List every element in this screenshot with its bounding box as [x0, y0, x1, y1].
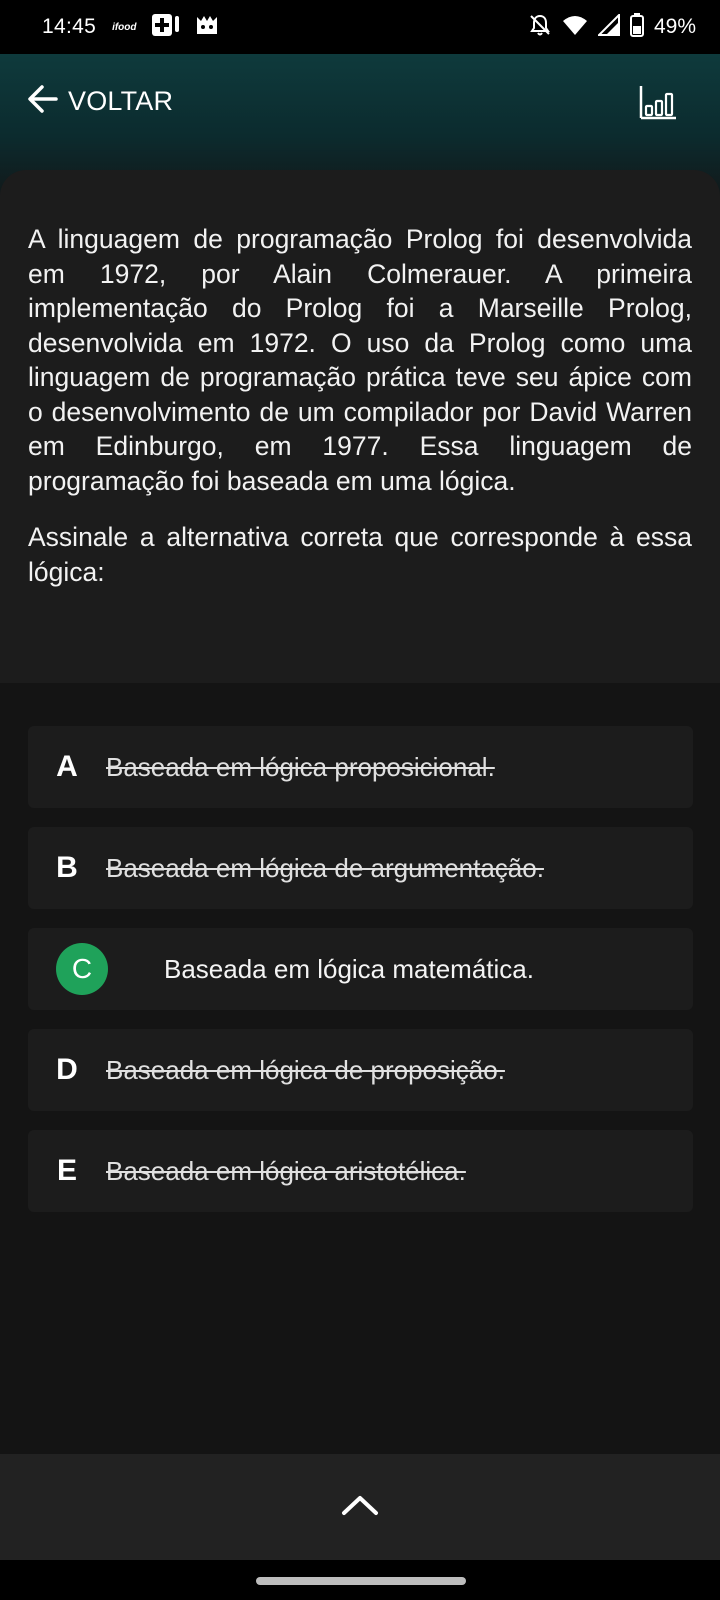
option-letter: B	[56, 851, 78, 884]
bell-off-icon	[528, 13, 552, 42]
answer-options	[28, 726, 693, 1231]
statistics-button[interactable]	[638, 84, 678, 124]
selected-letter-badge: C	[56, 943, 108, 995]
option-text: Baseada em lógica de proposição.	[106, 1054, 505, 1085]
battery-percentage: 49%	[653, 15, 696, 38]
question-card	[0, 170, 720, 683]
game-app-icon	[195, 13, 219, 42]
option-text: Baseada em lógica aristotélica.	[106, 1155, 466, 1186]
option-text: Baseada em lógica proposicional.	[106, 751, 495, 782]
option-c[interactable]	[28, 928, 693, 1010]
option-letter: E	[56, 1154, 77, 1187]
question-prompt: Assinale a alternativa correta que corresponde à essa lógica:	[28, 522, 692, 587]
arrow-left-icon	[26, 84, 58, 119]
option-b[interactable]	[28, 827, 693, 909]
option-e[interactable]	[28, 1130, 693, 1212]
status-right	[528, 13, 696, 42]
status-bar	[0, 0, 720, 54]
option-letter: D	[56, 1053, 78, 1086]
back-label: VOLTAR	[68, 86, 174, 116]
battery-icon	[630, 13, 644, 42]
bar-chart-icon	[638, 111, 678, 128]
signal-icon	[598, 14, 620, 41]
medical-app-icon	[151, 13, 181, 42]
back-button[interactable]	[26, 84, 173, 119]
option-d[interactable]	[28, 1029, 693, 1111]
status-time: 14:45	[42, 15, 97, 38]
option-text: Baseada em lógica de argumentação.	[106, 852, 544, 883]
option-letter-wrapper	[28, 943, 136, 995]
notification-icons	[112, 13, 218, 42]
home-indicator[interactable]	[256, 1577, 466, 1585]
question-text: A linguagem de programação Prolog foi desenvolvida em 1972, por Alain Colmerauer. A primeira implementação do Prolog foi a Marseille Prolog, desenvolvida em 1972. O uso da Prolog como uma linguagem de programação prática teve seu ápice com o desenvolvimento de um compilador por David Warren em Edinburgo, em 1977. Essa linguagem de programação foi baseada em uma lógica.	[28, 224, 692, 496]
wifi-icon	[562, 14, 588, 41]
option-text: Baseada em lógica matemática.	[164, 953, 534, 984]
ifood-icon: ifood	[112, 21, 137, 33]
option-a[interactable]	[28, 726, 693, 808]
chevron-up-icon	[341, 1493, 379, 1522]
system-navigation-area	[0, 1560, 720, 1600]
expand-panel-button[interactable]	[0, 1454, 720, 1560]
option-letter: A	[56, 750, 78, 783]
